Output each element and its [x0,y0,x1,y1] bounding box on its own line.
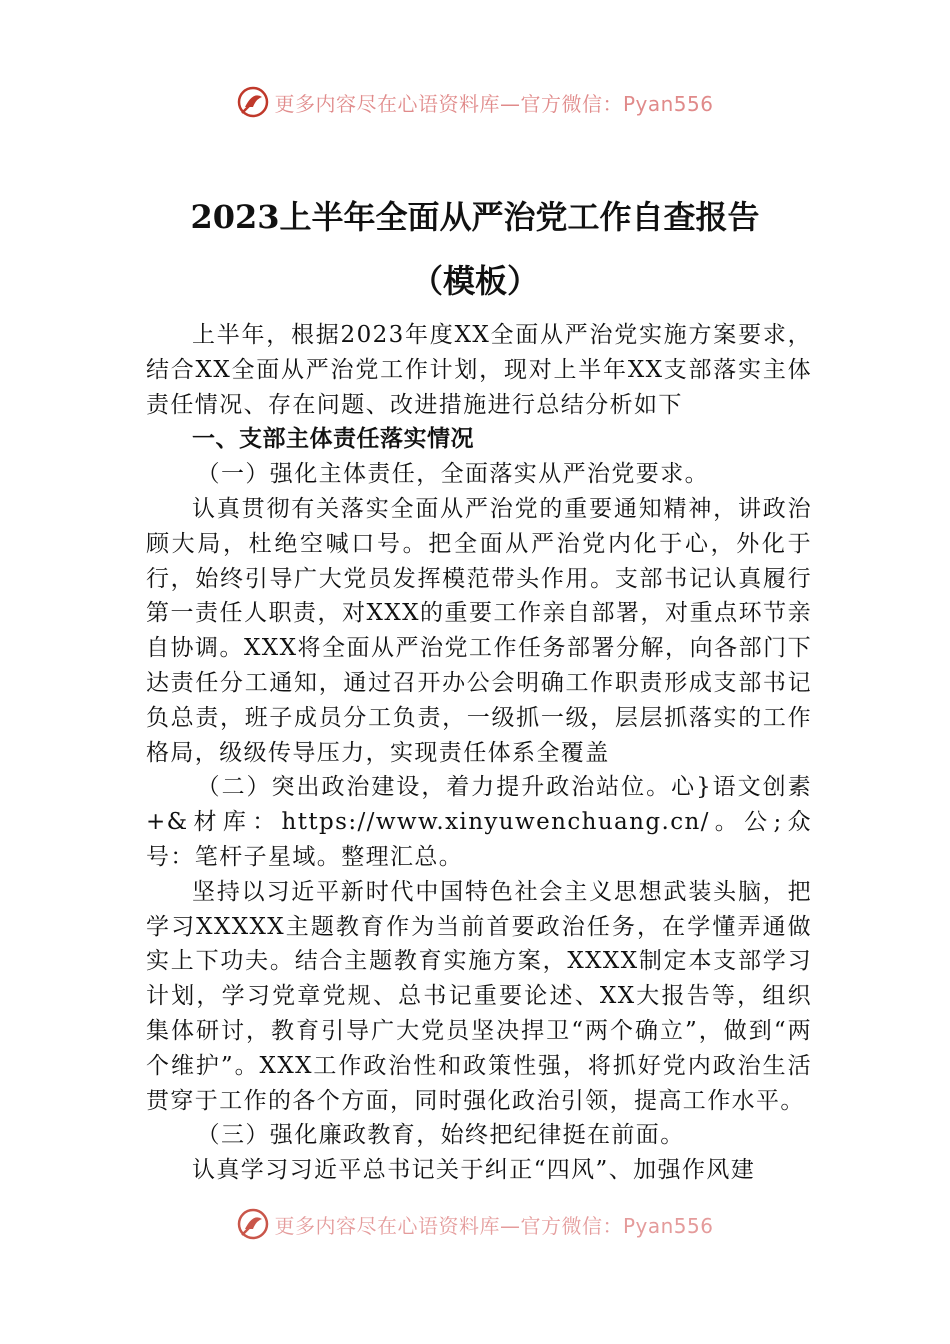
body-paragraph-1: 认真贯彻有关落实全面从严治党的重要通知精神，讲政治顾大局，杜绝空喊口号。把全面从严治党内化于心，外化于行，始终引导广大党员发挥模范带头作用。支部书记认真履行第一责任人职责，对XXX的重要工作亲自部署，对重点环节亲自协调。XXX将全面从严治党工作任务部署分解，向各部门下达责任分工通知，通过召开办公会明确工作职责形成支部书记负总责，班子成员分工负责，一级抓一级，层层抓落实的工作格局，级级传导压力，实现责任体系全覆盖 [146,495,812,766]
document-body [146,318,812,1188]
watermark-text: 更多内容尽在心语资料库—官方微信：Pyan556 [274,91,714,116]
subsection-heading-2: （二）突出政治建设，着力提升政治站位。心}语文创素+&材库：https://www.xinyuwenchuang.cn/。公;众号：笔杆子星域。整理汇总。 [146,774,812,870]
document-subtitle: （模板） [410,262,539,300]
subsection-heading-3: （三）强化廉政教育，始终把纪律挺在前面。 [196,1122,685,1149]
logo-icon [236,1207,270,1241]
watermark-footer [0,1207,950,1241]
body-paragraph-3: 认真学习习近平总书记关于纠正“四风”、加强作风建 [192,1157,756,1184]
watermark-text: 更多内容尽在心语资料库—官方微信：Pyan556 [274,1213,714,1238]
subsection-heading-1: （一）强化主体责任，全面落实从严治党要求。 [196,461,709,488]
body-paragraph-2: 坚持以习近平新时代中国特色社会主义思想武装头脑，把学习XXXXX主题教育作为当前首要政治任务，在学懂弄通做实上下功夫。结合主题教育实施方案，XXXX制定本支部学习计划，学习党章党规、总书记重要论述、XX大报告等，组织集体研讨，教育引导广大党员坚决捍卫“两个确立”，做到“两个维护”。XXX工作政治性和政策性强，将抓好党内政治生活贯穿于工作的各个方面，同时强化政治引领，提高工作水平。 [146,878,812,1114]
logo-icon [236,85,270,119]
document-title: 2023上半年全面从严治党工作自查报告 [190,198,760,236]
watermark-header [0,85,950,119]
intro-paragraph: 上半年，根据2023年度XX全面从严治党实施方案要求，结合XX全面从严治党工作计划，现对上半年XX支部落实主体责任情况、存在问题、改进措施进行总结分析如下 [146,322,812,418]
section-heading-1: 一、支部主体责任落实情况 [192,426,474,453]
